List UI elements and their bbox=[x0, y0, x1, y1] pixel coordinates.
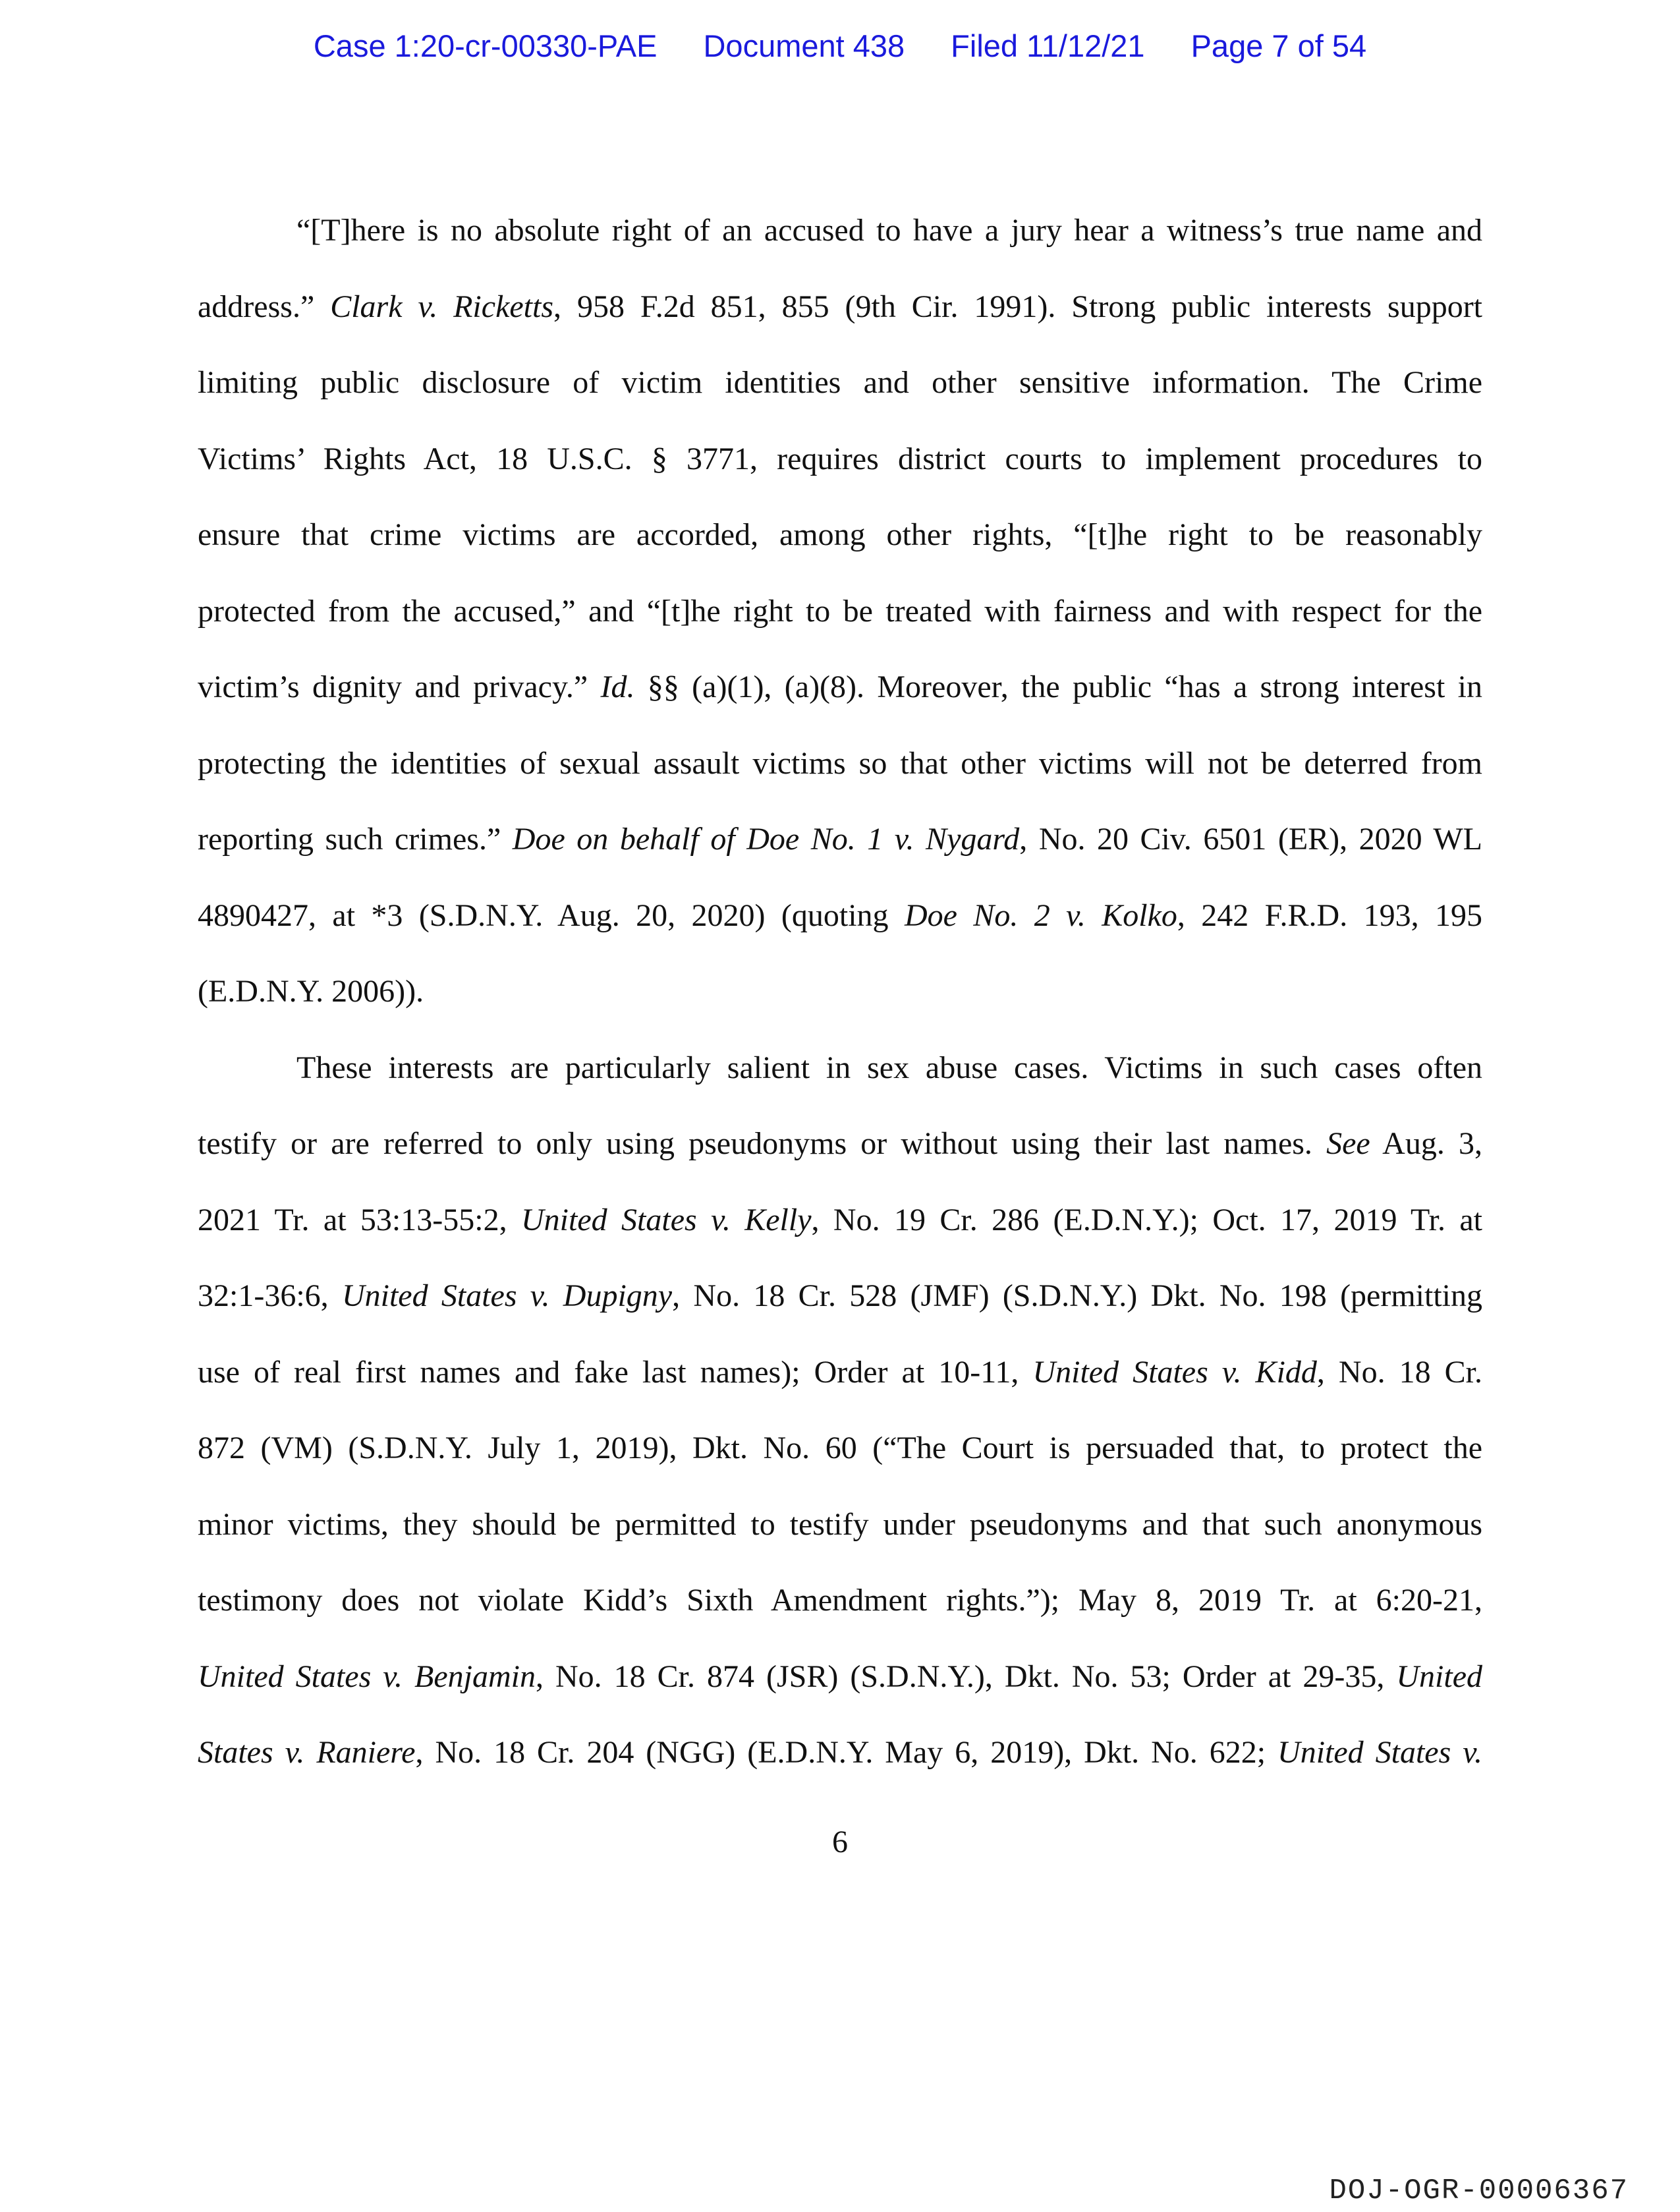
text-line bbox=[198, 345, 1482, 421]
text-segment: (E.D.N.Y. 2006)). bbox=[198, 974, 424, 1009]
text-segment: 872 (VM) (S.D.N.Y. July 1, 2019), Dkt. No. 60 (“The Court is persuaded that, to protect the bbox=[198, 1431, 1482, 1465]
text-segment: , 242 F.R.D. 193, 195 bbox=[1177, 897, 1483, 933]
text-segment: , No. 18 Cr. 204 (NGG) (E.D.N.Y. May 6, 2019), Dkt. No. 622; bbox=[415, 1735, 1278, 1770]
text-segment: 32:1-36:6, bbox=[198, 1278, 342, 1313]
page-number: 6 bbox=[832, 1825, 848, 1859]
text-segment: limiting public disclosure of victim identities and other sensitive information. The Crime bbox=[198, 365, 1482, 400]
citation-italic: States v. Raniere bbox=[198, 1735, 416, 1770]
citation-italic: Doe on behalf of Doe No. 1 v. Nygard bbox=[512, 822, 1020, 857]
text-line bbox=[198, 1106, 1482, 1182]
text-line bbox=[198, 1258, 1482, 1334]
text-segment: address.” bbox=[198, 289, 331, 324]
text-segment: 2021 Tr. at 53:13-55:2, bbox=[198, 1202, 521, 1237]
text-segment: testify or are referred to only using pseudonyms or without using their last names. bbox=[198, 1126, 1327, 1161]
text-line bbox=[198, 573, 1482, 650]
text-line bbox=[198, 1030, 1482, 1106]
citation-italic: United States v. Dupigny bbox=[341, 1278, 673, 1313]
citation-italic: See bbox=[1326, 1126, 1370, 1161]
text-segment: , No. 18 Cr. bbox=[1316, 1354, 1483, 1390]
text-line bbox=[198, 1639, 1482, 1715]
text-line bbox=[198, 1487, 1482, 1563]
text-segment: §§ (a)(1), (a)(8). Moreover, the public “has a strong interest in bbox=[634, 669, 1482, 704]
bates-stamp: DOJ-OGR-00006367 bbox=[1329, 2174, 1629, 2207]
citation-italic: United States v. Kidd bbox=[1032, 1354, 1317, 1390]
citation-italic: United States v. Benjamin bbox=[198, 1659, 536, 1694]
citation-italic: United States v. Kelly bbox=[521, 1202, 812, 1237]
text-line bbox=[198, 878, 1482, 954]
text-line bbox=[198, 1334, 1482, 1411]
document-body bbox=[198, 192, 1482, 1791]
text-line bbox=[198, 1715, 1482, 1791]
filed-date: Filed 11/12/21 bbox=[951, 28, 1145, 63]
text-line bbox=[198, 801, 1482, 878]
citation-italic: United bbox=[1396, 1659, 1483, 1694]
text-segment: , No. 18 Cr. 528 (JMF) (S.D.N.Y.) Dkt. No. 198 (permitting bbox=[672, 1278, 1483, 1313]
text-segment: Victims’ Rights Act, 18 U.S.C. § 3771, requires district courts to implement procedures to bbox=[198, 441, 1482, 476]
citation-italic: Clark v. Ricketts bbox=[330, 289, 554, 324]
text-segment: , No. 20 Civ. 6501 (ER), 2020 WL bbox=[1019, 822, 1482, 857]
text-segment: use of real first names and fake last names); Order at 10-11, bbox=[198, 1354, 1033, 1390]
text-segment: , 958 F.2d 851, 855 (9th Cir. 1991). Strong public interests support bbox=[553, 289, 1483, 324]
text-line bbox=[198, 192, 1482, 269]
text-line bbox=[198, 269, 1482, 345]
text-line bbox=[198, 725, 1482, 802]
text-segment: These interests are particularly salient in sex abuse cases. Victims in such cases often bbox=[296, 1050, 1482, 1085]
text-segment: minor victims, they should be permitted to testify under pseudonyms and that such anonymous bbox=[198, 1506, 1482, 1542]
text-line bbox=[198, 1410, 1482, 1487]
citation-italic: Doe No. 2 v. Kolko bbox=[904, 897, 1177, 933]
text-line bbox=[198, 1182, 1482, 1259]
text-segment: , No. 19 Cr. 286 (E.D.N.Y.); Oct. 17, 2019 Tr. at bbox=[811, 1202, 1482, 1237]
text-segment: protecting the identities of sexual assault victims so that other victims will not be deterred from bbox=[198, 745, 1482, 781]
text-line bbox=[198, 1562, 1482, 1639]
citation-italic: United States v. bbox=[1277, 1735, 1482, 1770]
case-number: Case 1:20-cr-00330-PAE bbox=[313, 28, 658, 63]
text-segment: testimony does not violate Kidd’s Sixth Amendment rights.”); May 8, 2019 Tr. at 6:20-21, bbox=[198, 1583, 1482, 1618]
text-line bbox=[198, 953, 1482, 1030]
text-segment: reporting such crimes.” bbox=[198, 822, 513, 857]
ecf-header bbox=[0, 28, 1680, 64]
text-segment: , No. 18 Cr. 874 (JSR) (S.D.N.Y.), Dkt. No. 53; Order at 29-35, bbox=[536, 1659, 1397, 1694]
text-line bbox=[198, 649, 1482, 725]
text-segment: ensure that crime victims are accorded, among other rights, “[t]he right to be reasonably bbox=[198, 517, 1482, 552]
text-segment: “[T]here is no absolute right of an accused to have a jury hear a witness’s true name and bbox=[296, 213, 1482, 248]
text-segment: Aug. 3, bbox=[1370, 1126, 1482, 1161]
page-indicator: Page 7 of 54 bbox=[1190, 28, 1367, 63]
citation-italic: Id. bbox=[600, 669, 635, 704]
text-segment: 4890427, at *3 (S.D.N.Y. Aug. 20, 2020) (quoting bbox=[198, 897, 905, 933]
document-number: Document 438 bbox=[703, 28, 905, 63]
text-segment: protected from the accused,” and “[t]he right to be treated with fairness and with respect for the bbox=[198, 593, 1482, 629]
text-line bbox=[198, 497, 1482, 573]
text-line bbox=[198, 421, 1482, 497]
text-segment: victim’s dignity and privacy.” bbox=[198, 669, 601, 704]
